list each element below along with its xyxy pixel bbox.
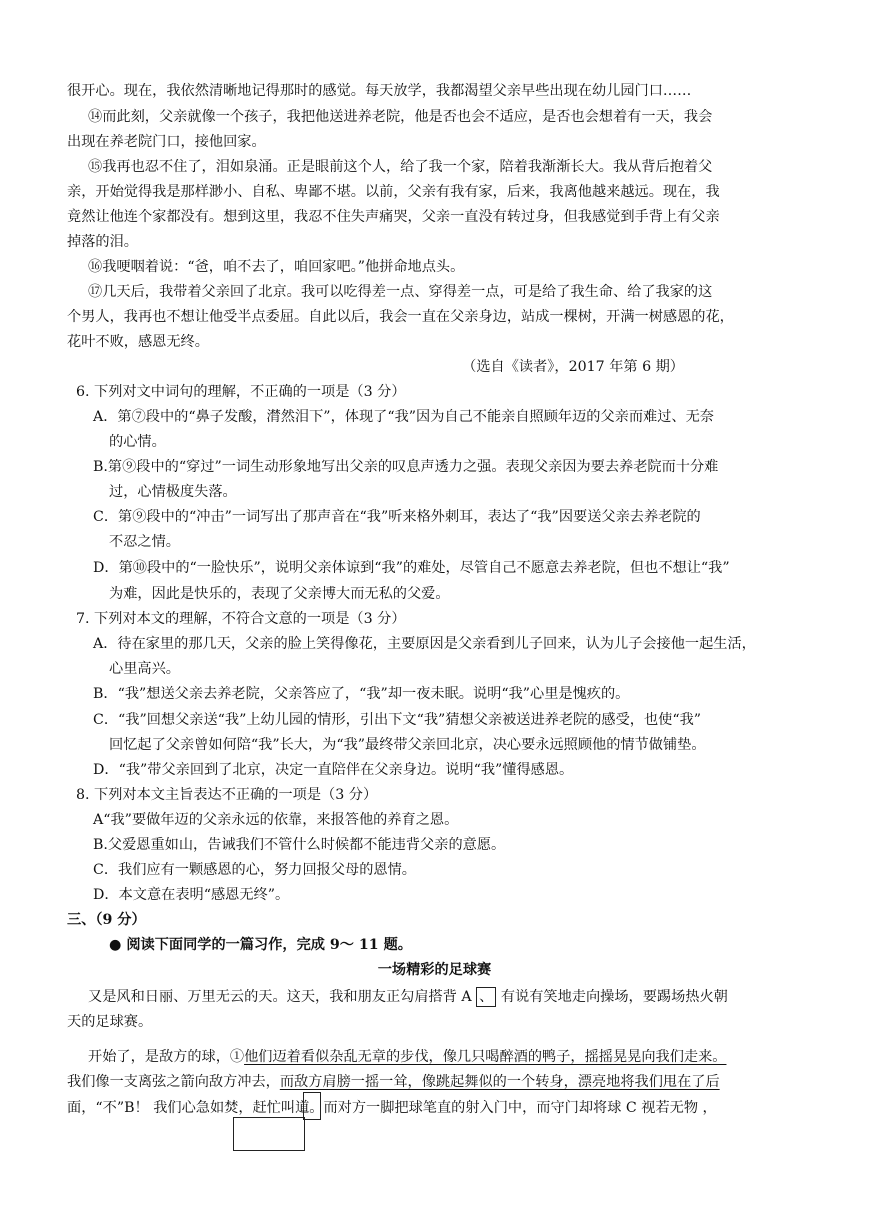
section-heading: 三、（9 分）: [67, 912, 146, 928]
question-stem: 8. 下列对本文主旨表达不正确的一项是（3 分）: [76, 787, 378, 803]
essay-text: 又是风和日丽、万里无云的天。这天，我和朋友正勾肩搭背 A: [88, 989, 477, 1005]
story-line: 掉落的泪。: [67, 234, 138, 250]
option-c: C．“我”回想父亲送“我”上幼儿园的情形，引出下文“我”猜想父亲被送进养老院的感受，也使“我”: [93, 712, 702, 728]
option-b-continued: 过，心情极度失落。: [109, 484, 237, 500]
essay-line: [88, 985, 728, 1009]
option-c: C．我们应有一颗感恩的心，努力回报父母的恩情。: [93, 862, 416, 878]
source-citation: （选自《读者》，2017 年第 6 期）: [462, 359, 684, 375]
story-line: ⑯我哽咽着说：“爸，咱不去了，咱回家吧。”他拼命地点头。: [88, 259, 465, 275]
option-a: A．待在家里的那几天，父亲的脸上笑得像花，主要原因是父亲看到儿子回来，认为儿子会接他一起生活，: [93, 636, 756, 652]
option-c-continued: 回忆起了父亲曾如何陪“我”长大，为“我”最终带父亲回北京，决心要永远照顾他的情节做铺垫。: [109, 737, 706, 753]
essay-line: 面，“不”B！ 我们心急如焚，赶忙叫道。而对方一脚把球笔直的射入门中，而守门却将球 C 视若无物 ，: [67, 1100, 717, 1116]
answer-box-small: [303, 1092, 321, 1120]
essay-line: [67, 1070, 720, 1094]
option-a: A“我”要做年迈的父亲永远的依靠，来报答他的养育之恩。: [93, 812, 459, 828]
option-c: C．第⑨段中的“冲击”一词写出了那声音在“我”听来格外刺耳，表达了“我”因要送父亲去养老院的: [93, 509, 701, 525]
essay-line: [88, 1045, 726, 1069]
option-d: D．本文意在表明“感恩无终”。: [93, 887, 290, 903]
option-c-continued: 不忍之情。: [109, 534, 180, 550]
story-line: ⑭而此刻，父亲就像一个孩子，我把他送进养老院，他是否也会不适应，是否也会想着有一天，我会: [88, 109, 713, 125]
option-d-continued: 为难，因此是快乐的，表现了父亲博大而无私的父爱。: [109, 586, 450, 602]
reading-instruction: ● 阅读下面同学的一篇习作，完成 9～ 11 题。: [109, 937, 412, 953]
story-line: 个男人，我再也不想让他受半点委屈。自此以后，我会一直在父亲身边，站成一棵树，开满一树感恩的花，: [67, 309, 734, 325]
option-a-continued: 心里高兴。: [109, 661, 180, 677]
underlined-sentence-2: 而敌方肩膀一摇一耸，像跳起舞似的一个转身，漂亮地将我们甩在了后: [279, 1074, 720, 1090]
story-line: 竟然让他连个家都没有。想到这里，我忍不住失声痛哭，父亲一直没有转过身，但我感觉到手背上有父亲: [67, 209, 720, 225]
essay-text: 开始了，是敌方的球，①: [88, 1049, 245, 1065]
question-stem: 6. 下列对文中词句的理解，不正确的一项是（3 分）: [76, 384, 406, 400]
story-line: 很开心。现在，我依然清晰地记得那时的感觉。每天放学，我都渴望父亲早些出现在幼儿园门口……: [67, 83, 692, 99]
essay-title: 一场精彩的足球赛: [377, 962, 492, 978]
option-b: B.父爱恩重如山，告诫我们不管什么时候都不能违背父亲的意愿。: [93, 837, 506, 853]
essay-text: 有说有笑地走向操场，要踢场热火朝: [496, 989, 728, 1005]
essay-text: 我们像一支离弦之箭向敌方冲去，: [67, 1074, 280, 1090]
essay-line: 天的足球赛。: [67, 1014, 153, 1030]
story-line: 花叶不败，感恩无终。: [67, 334, 209, 350]
story-line: 亲，开始觉得我是那样渺小、自私、卑鄙不堪。以前，父亲有我有家，后来，我离他越来越远。现在，我: [67, 184, 720, 200]
option-b: B.第⑨段中的“穿过”一词生动形象地写出父亲的叹息声透力之强。表现父亲因为要去养老院而十分难: [93, 459, 719, 475]
blank-box-a: 、: [476, 987, 496, 1007]
story-line: ⑰几天后，我带着父亲回了北京。我可以吃得差一点、穿得差一点，可是给了我生命、给了我家的这: [88, 284, 713, 300]
question-stem: 7. 下列对本文的理解，不符合文意的一项是（3 分）: [76, 611, 406, 627]
option-d: D．第⑩段中的“一脸快乐”，说明父亲体谅到“我”的难处，尽管自己不愿意去养老院，但也不想让“我”: [93, 560, 730, 576]
underlined-sentence-1: 他们迈着看似杂乱无章的步伐，像几只喝醉酒的鸭子，摇摇晃晃向我们走来。: [244, 1049, 727, 1065]
story-line: 出现在养老院门口，接他回家。: [67, 134, 266, 150]
option-b: B．“我”想送父亲去养老院，父亲答应了，“我”却一夜未眠。说明“我”心里是愧疚的。: [93, 686, 630, 702]
option-a-continued: 的心情。: [109, 434, 166, 450]
option-a: A．第⑦段中的“鼻子发酸，潸然泪下”，体现了“我”因为自己不能亲自照顾年迈的父亲而难过、无奈: [93, 409, 714, 425]
option-d: D．“我”带父亲回到了北京，决定一直陪伴在父亲身边。说明“我”懂得感恩。: [93, 762, 574, 778]
story-line: ⑮我再也忍不住了，泪如泉涌。正是眼前这个人，给了我一个家，陪着我渐渐长大。我从背后抱着父: [88, 159, 713, 175]
answer-box-large: [233, 1117, 305, 1151]
